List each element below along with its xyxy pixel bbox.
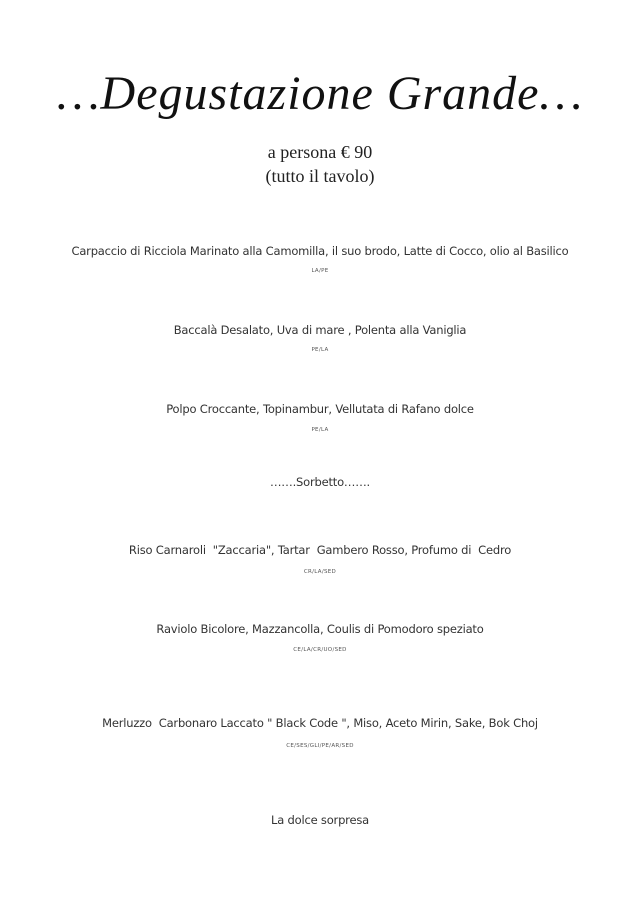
course-5-dish: Riso Carnaroli "Zaccaria", Tartar Gambero Rosso, Profumo di Cedro — [128, 543, 512, 557]
course-2-allergens: PE/LA — [311, 347, 329, 353]
course-6-dish: Raviolo Bicolore, Mazzancolla, Coulis di Pomodoro speziato — [156, 622, 484, 636]
course-7-dish: Merluzzo Carbonaro Laccato " Black Code ", Miso, Aceto Mirin, Sake, Bok Choj — [102, 716, 538, 730]
table-note: (tutto il tavolo) — [265, 166, 375, 186]
course-5-allergens: CR/LA/SED — [303, 569, 337, 575]
course-4-sorbetto: …….Sorbetto……. — [269, 475, 370, 489]
course-7-allergens: CE/SES/GLI/PE/AR/SED — [286, 743, 354, 749]
course-1-dish: Carpaccio di Ricciola Marinato alla Camomilla, il suo brodo, Latte di Cocco, olio al Basilico — [71, 244, 569, 258]
menu-title: …Degustazione Grande… — [56, 67, 584, 120]
course-8-dessert: La dolce sorpresa — [271, 813, 369, 827]
course-2-dish: Baccalà Desalato, Uva di mare , Polenta alla Vaniglia — [173, 323, 467, 337]
course-3-dish: Polpo Croccante, Topinambur, Vellutata di Rafano dolce — [166, 402, 474, 416]
course-6-allergens: CE/LA/CR/UO/SED — [293, 647, 347, 653]
course-1-allergens: LA/PE — [311, 268, 329, 274]
course-3-allergens: PE/LA — [311, 427, 329, 433]
price-per-person: a persona € 90 — [267, 142, 373, 162]
